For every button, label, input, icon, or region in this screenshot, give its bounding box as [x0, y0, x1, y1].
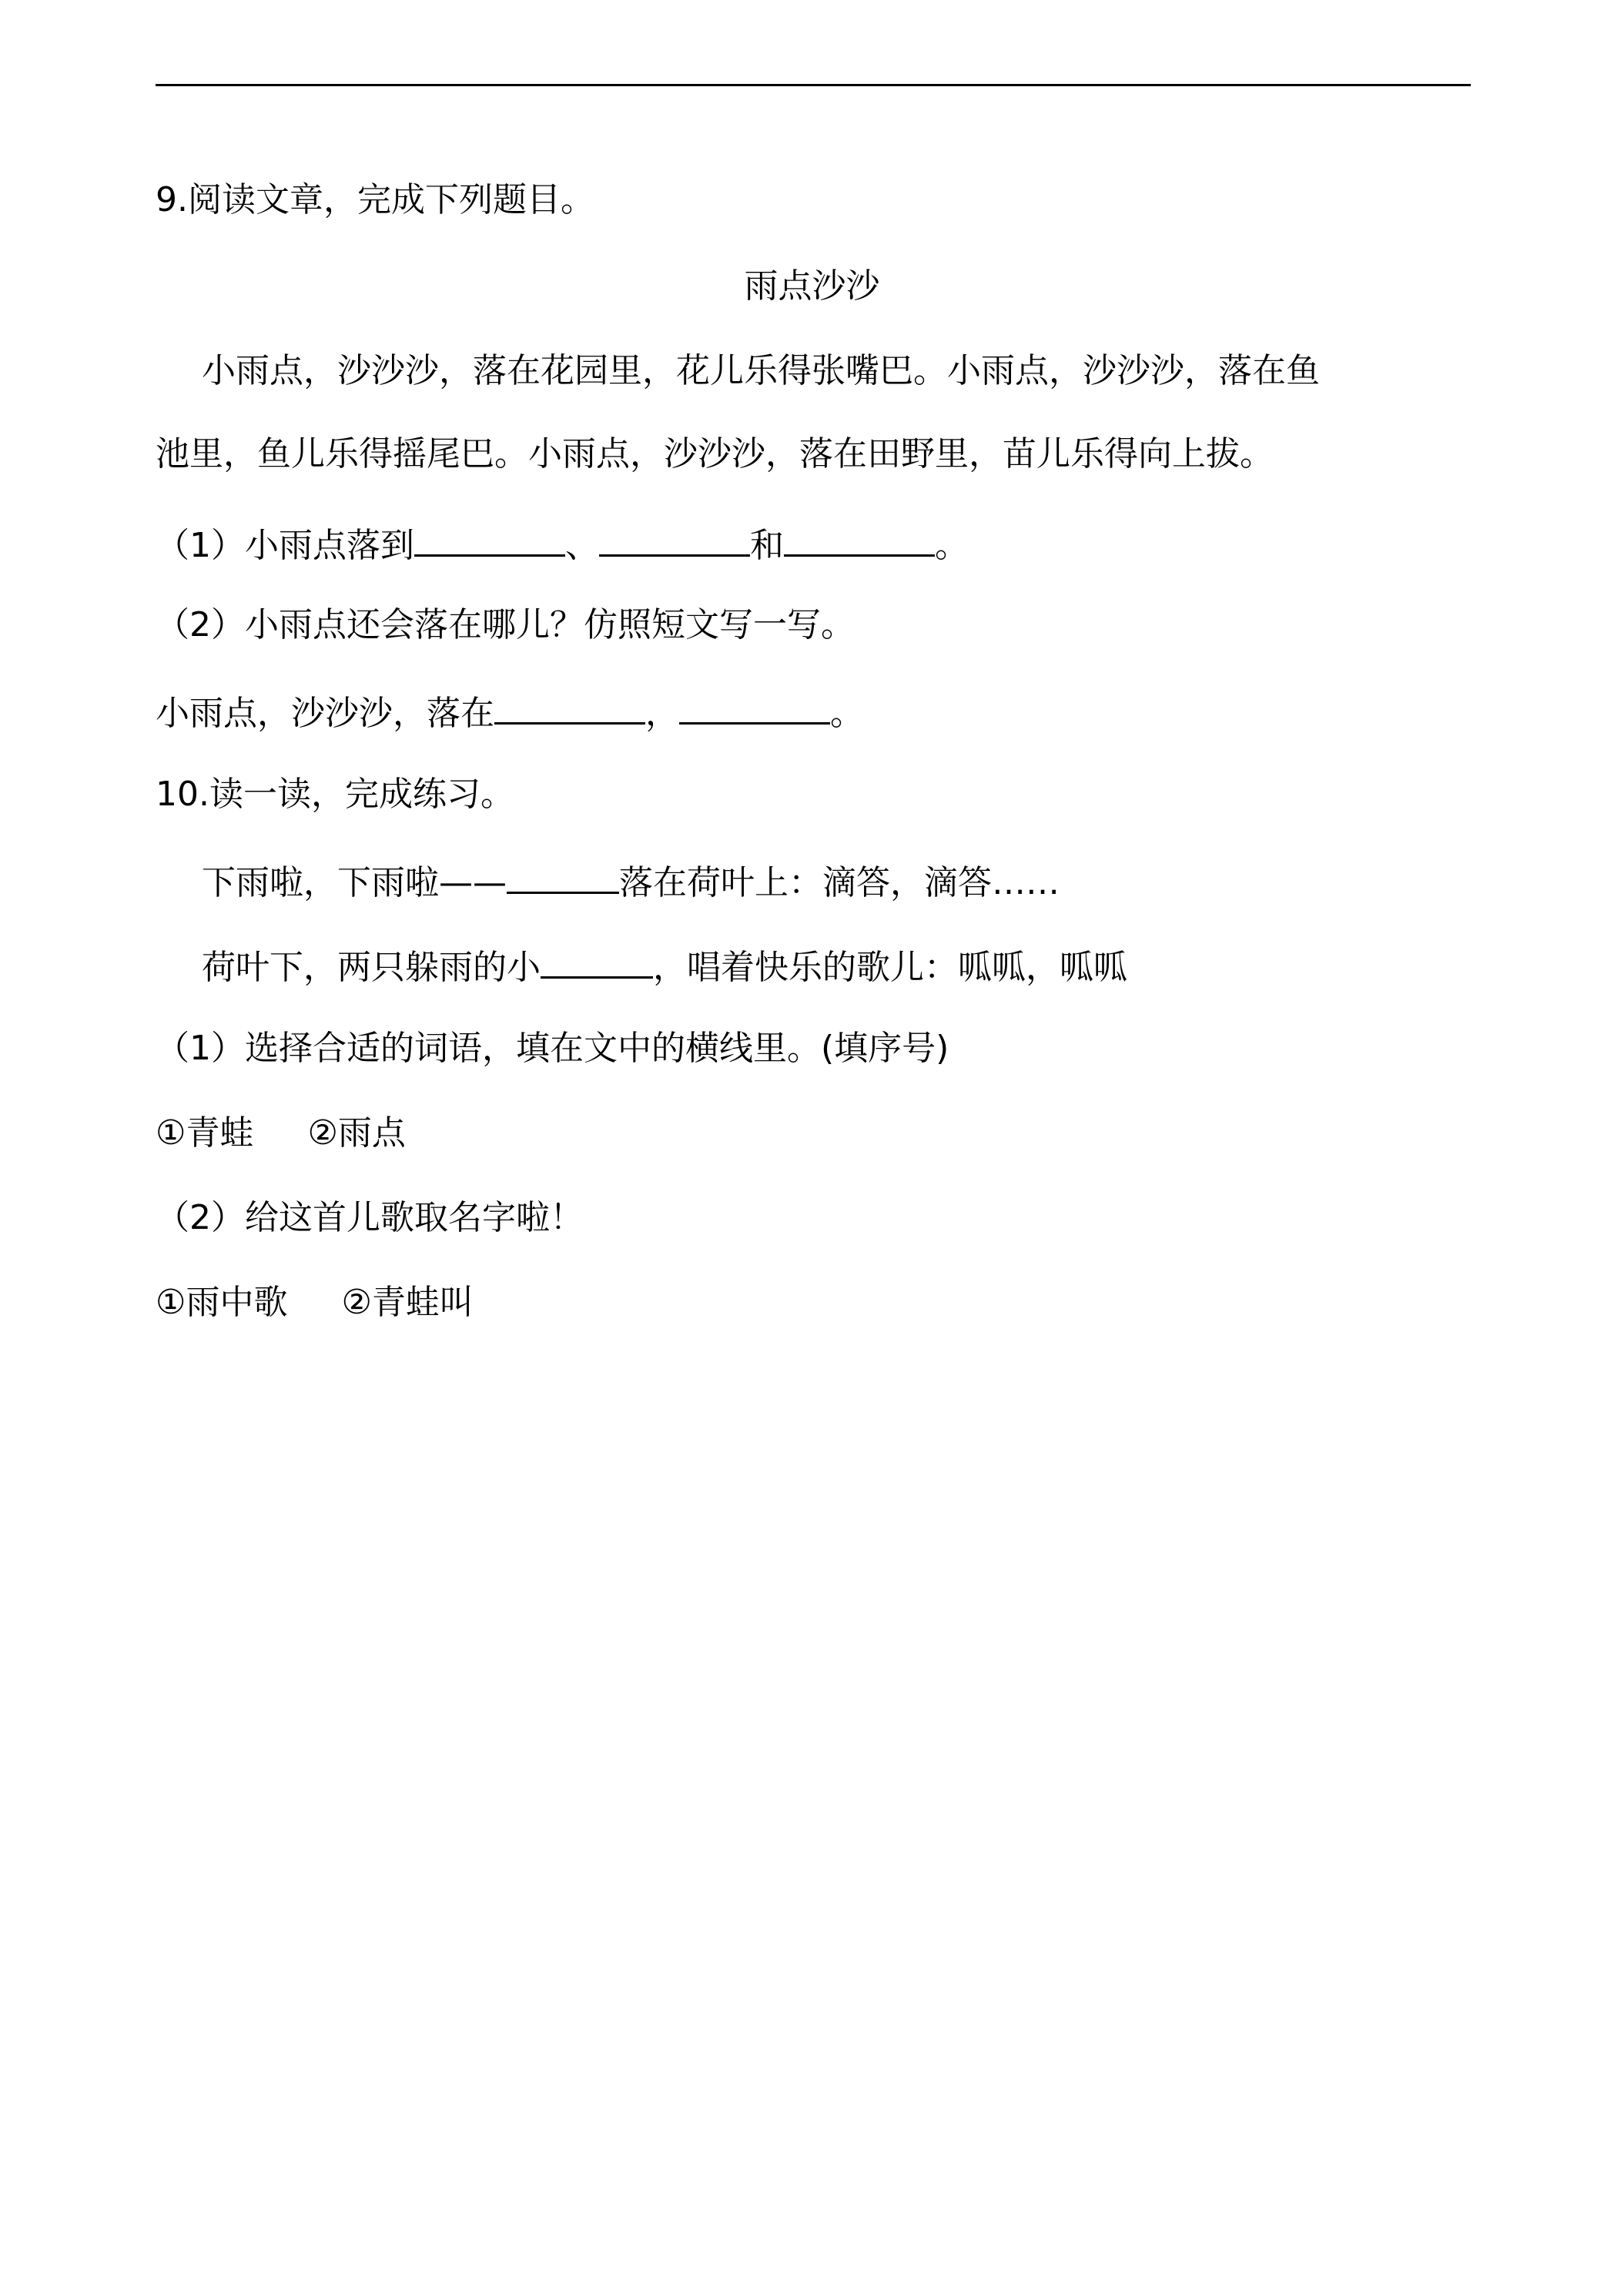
imitate-blank-2[interactable]: [679, 687, 830, 725]
imitate-sep: ，: [645, 694, 679, 733]
q10-sub2-options: [156, 1280, 474, 1326]
passage-line-2: 池里，鱼儿乐得摇尾巴。小雨点，沙沙沙，落在田野里，苗儿乐得向上拔。: [156, 434, 1274, 474]
option-frog-call: ②青蛙叫: [341, 1283, 474, 1322]
imitate-blank-1[interactable]: [494, 687, 645, 725]
poem-line-1-prefix: 下雨啦，下雨啦——: [202, 863, 507, 902]
q9-sub1-sep2: 和: [750, 526, 784, 565]
answer-blank-1[interactable]: [414, 519, 565, 557]
imitate-end: 。: [830, 694, 864, 733]
q10-sub1-options: [156, 1110, 406, 1156]
q9-sub1-sep1: 、: [565, 526, 599, 565]
q10-sub1: （1）选择合适的词语，填在文中的横线里。(填序号): [156, 1029, 949, 1068]
option-rain-song: ①雨中歌: [156, 1283, 288, 1322]
imitate-prefix: 小雨点，沙沙沙，落在: [156, 694, 494, 733]
q9-sub1: [156, 519, 969, 565]
q10-heading: 10.读一读，完成练习。: [156, 775, 514, 814]
poem-line-1: [202, 856, 1060, 902]
option-raindrop: ②雨点: [307, 1113, 406, 1153]
header-rule: [156, 84, 1471, 86]
poem-line-2: [202, 941, 1127, 987]
q9-sub2: （2）小雨点还会落在哪儿？仿照短文写一写。: [156, 605, 855, 644]
option-frog: ①青蛙: [156, 1113, 254, 1153]
imitate-line: [156, 687, 864, 733]
q10-sub2: （2）给这首儿歌取名字啦！: [156, 1198, 584, 1237]
passage-line-1: 小雨点，沙沙沙，落在花园里，花儿乐得张嘴巴。小雨点，沙沙沙，落在鱼: [202, 351, 1320, 390]
answer-blank-2[interactable]: [599, 519, 750, 557]
poem-line-2-prefix: 荷叶下，两只躲雨的小: [202, 948, 541, 987]
q9-sub1-prefix: （1）小雨点落到: [156, 526, 414, 565]
passage-title: 雨点沙沙: [744, 266, 880, 306]
q9-sub1-end: 。: [935, 526, 969, 565]
poem-blank-1[interactable]: [507, 856, 619, 894]
poem-line-1-suffix: 落在荷叶上：滴答，滴答……: [619, 863, 1060, 902]
poem-line-2-suffix: ，唱着快乐的歌儿：呱呱，呱呱: [653, 948, 1127, 987]
answer-blank-3[interactable]: [784, 519, 935, 557]
q9-heading: 9.阅读文章，完成下列题目。: [156, 180, 594, 219]
poem-blank-2[interactable]: [541, 941, 653, 979]
